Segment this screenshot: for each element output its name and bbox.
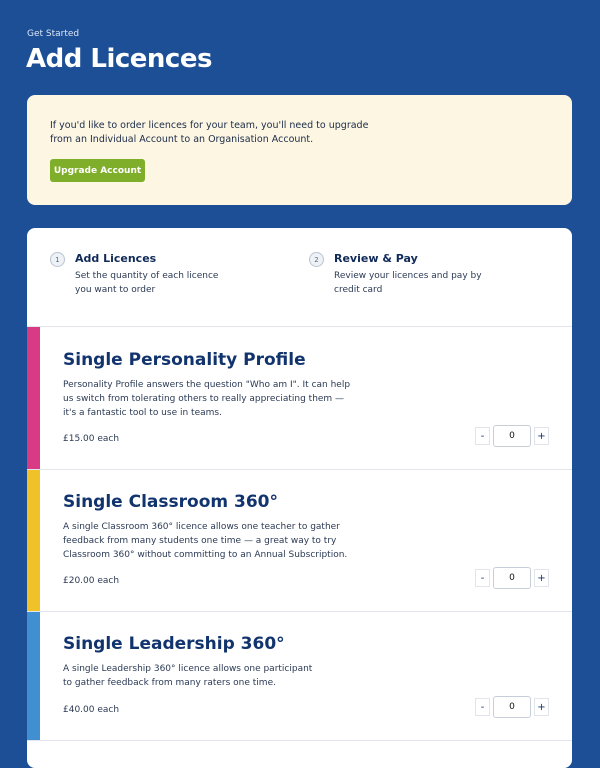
product-price: £20.00 each bbox=[63, 576, 120, 586]
product-accent-bar bbox=[27, 327, 40, 469]
quantity-stepper bbox=[475, 696, 549, 718]
product-price: £15.00 each bbox=[63, 434, 120, 444]
notice-text: If you'd like to order licences for your team, you'll need to upgrade from an Individual Account to an Organisation Account. bbox=[50, 120, 369, 145]
product-title: Single Leadership 360° bbox=[63, 634, 285, 654]
step-description: Review your licences and pay by credit card bbox=[334, 271, 482, 295]
quantity-input[interactable] bbox=[493, 696, 531, 718]
increment-button[interactable]: + bbox=[534, 569, 549, 587]
decrement-button[interactable]: - bbox=[475, 569, 490, 587]
next-product-divider bbox=[27, 740, 572, 768]
step-description: Set the quantity of each licence you want to order bbox=[75, 271, 219, 295]
increment-button[interactable]: + bbox=[534, 427, 549, 445]
product-accent-bar bbox=[27, 470, 40, 611]
upgrade-notice bbox=[27, 95, 572, 205]
decrement-button[interactable]: - bbox=[475, 698, 490, 716]
product-card bbox=[27, 326, 572, 469]
licence-panel bbox=[27, 228, 572, 768]
step-title: Review & Pay bbox=[334, 252, 418, 265]
page-title: Add Licences bbox=[26, 44, 212, 74]
decrement-button[interactable]: - bbox=[475, 427, 490, 445]
product-price: £40.00 each bbox=[63, 705, 120, 715]
quantity-stepper bbox=[475, 567, 549, 589]
product-description: A single Classroom 360° licence allows one teacher to gather feedback from many students one time — a great way to try Classroom 360° without committing to an Annual Subscription. bbox=[63, 522, 348, 560]
product-card bbox=[27, 469, 572, 611]
product-accent-bar bbox=[27, 612, 40, 740]
product-description: Personality Profile answers the question "Who am I". It can help us switch from tolerating others to really appreciating them — it's a fantastic tool to use in teams. bbox=[63, 380, 351, 418]
increment-button[interactable]: + bbox=[534, 698, 549, 716]
quantity-input[interactable] bbox=[493, 425, 531, 447]
step-title: Add Licences bbox=[75, 252, 157, 265]
page-eyebrow: Get Started bbox=[27, 29, 80, 39]
step-number: 2 bbox=[309, 252, 324, 267]
upgrade-account-button[interactable]: Upgrade Account bbox=[50, 159, 145, 182]
product-description: A single Leadership 360° licence allows one participant to gather feedback from many raters one time. bbox=[63, 664, 313, 688]
product-card bbox=[27, 611, 572, 740]
step-number: 1 bbox=[50, 252, 65, 267]
product-title: Single Personality Profile bbox=[63, 350, 306, 370]
quantity-input[interactable] bbox=[493, 567, 531, 589]
quantity-stepper bbox=[475, 425, 549, 447]
product-title: Single Classroom 360° bbox=[63, 492, 278, 512]
